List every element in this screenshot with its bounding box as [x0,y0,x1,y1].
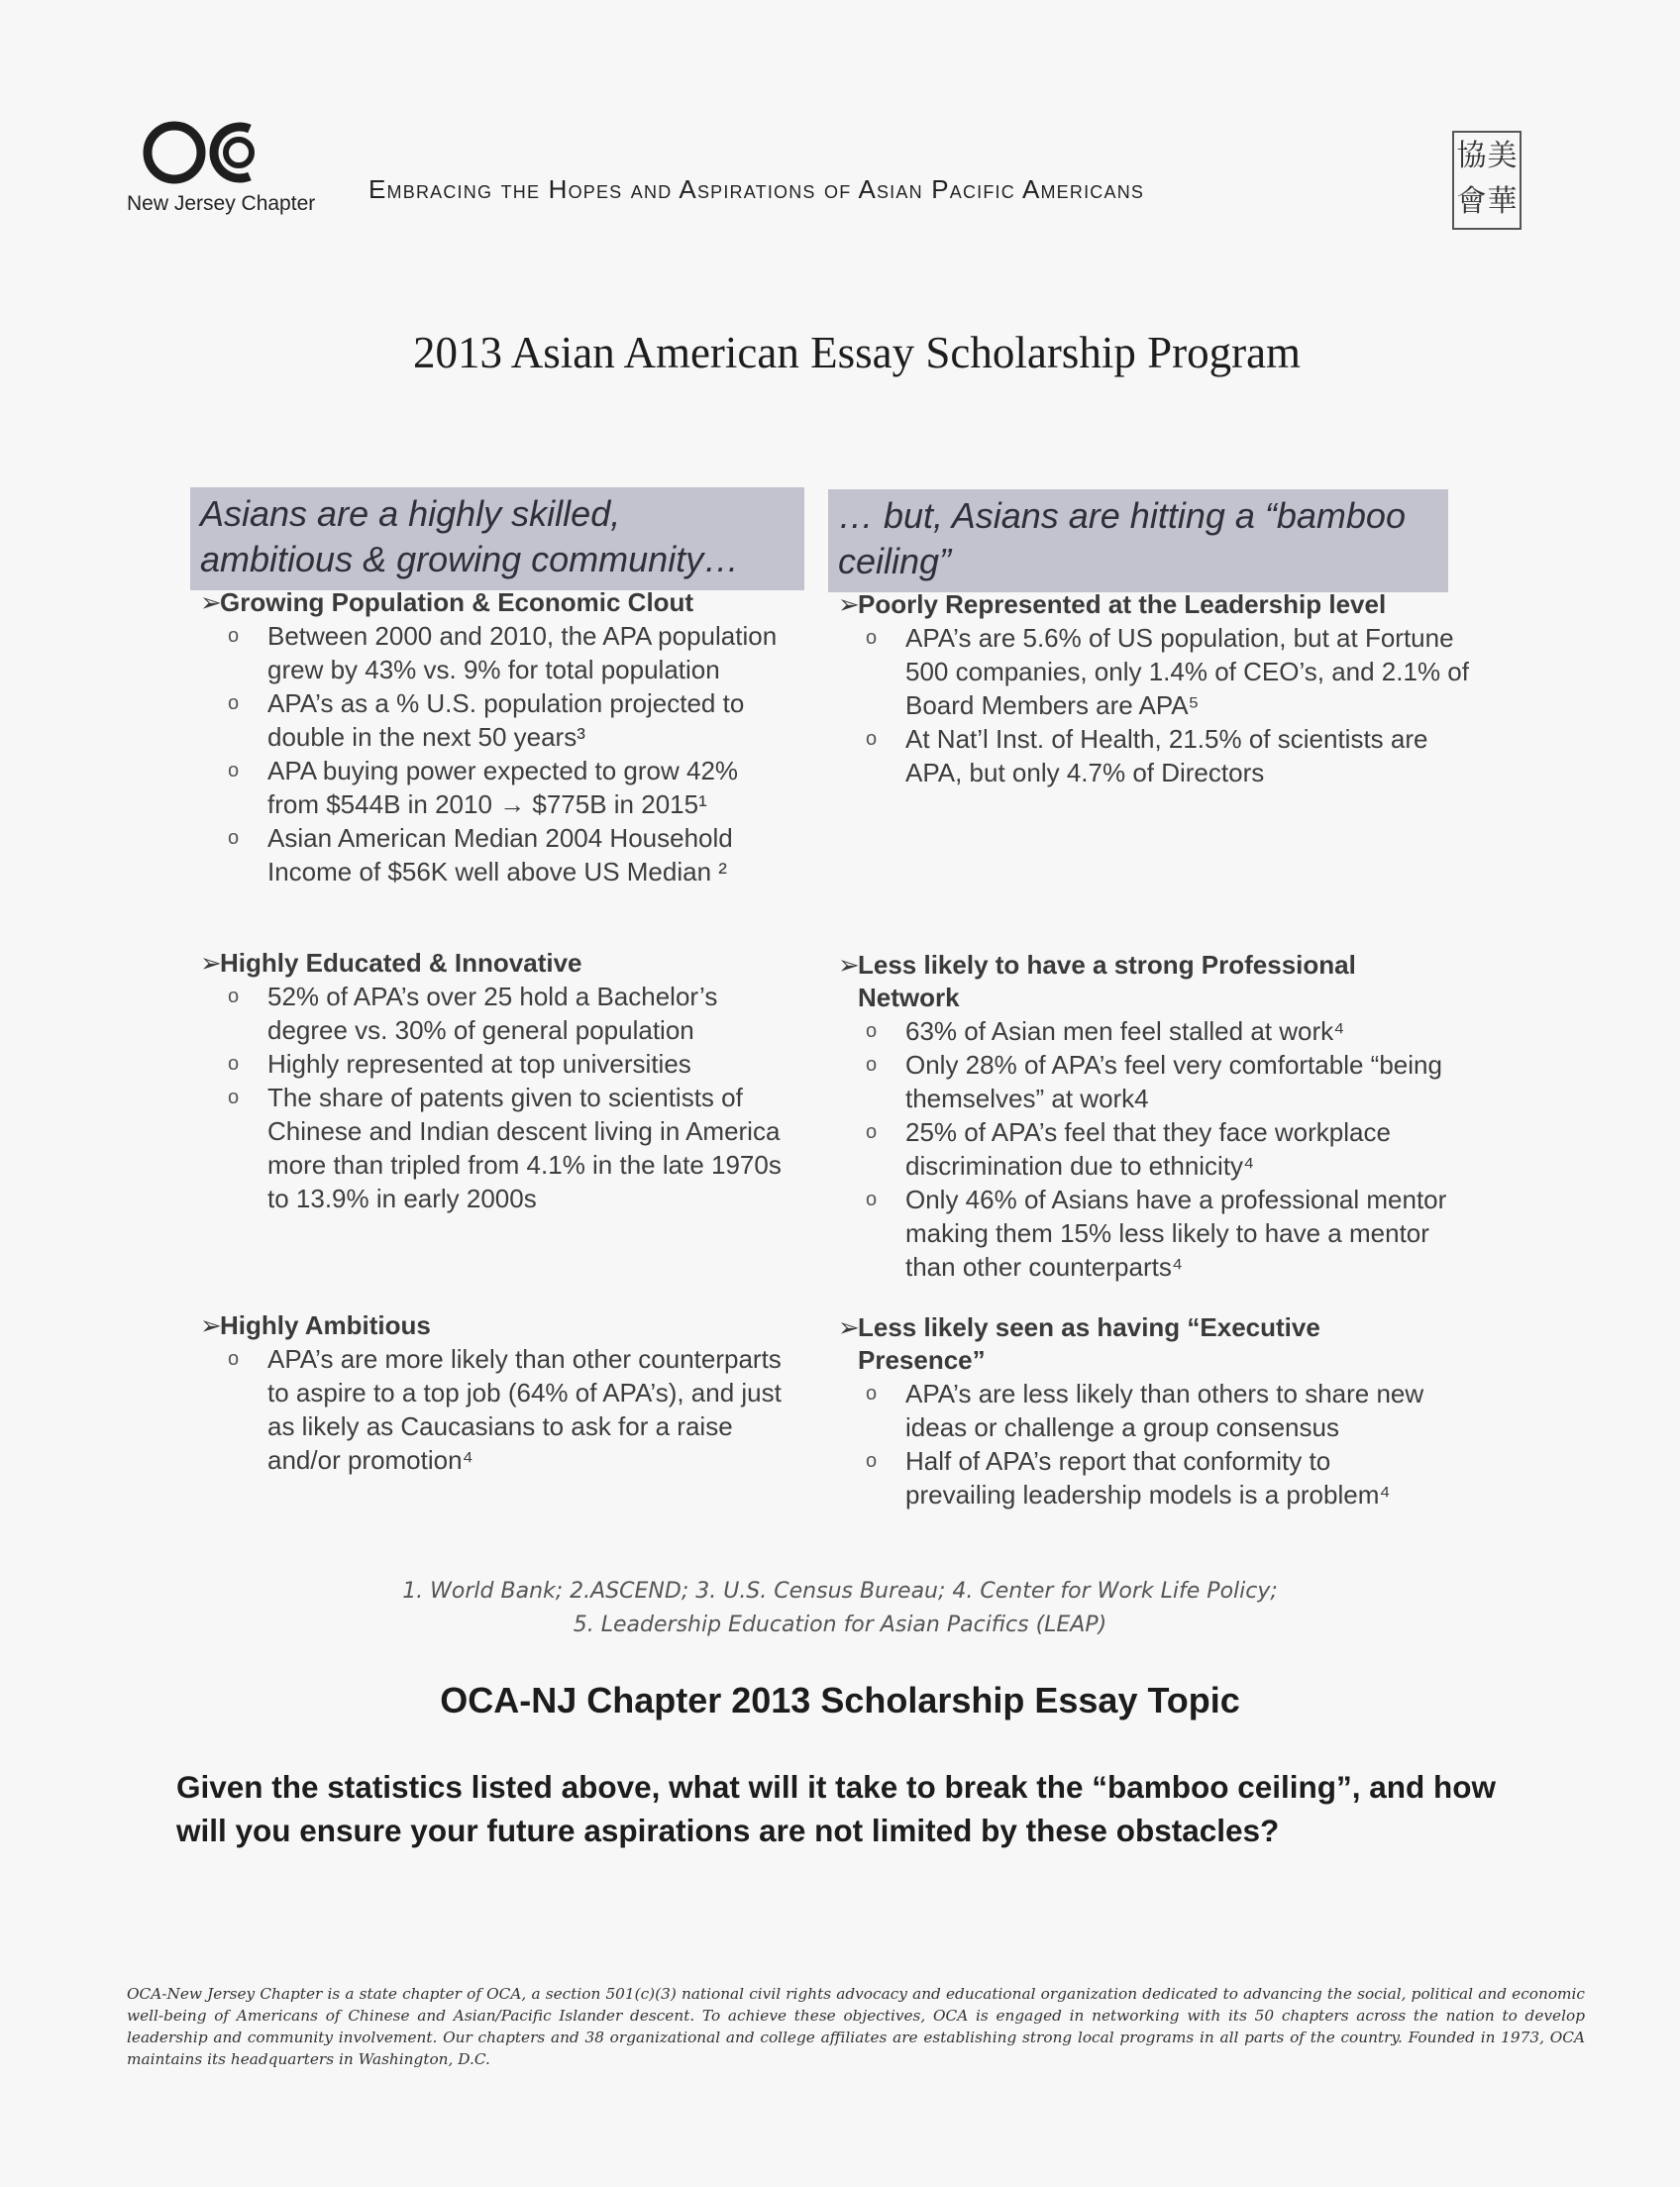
section-population [200,586,794,888]
list-item: o 52% of APA’s over 25 hold a Bachelor’s degree vs. 30% of general population [267,980,804,1047]
list-item: o APA’s as a % U.S. population projected to double in the next 50 years³ [267,686,794,754]
tagline: Embracing the Hopes and Aspirations of Asian Pacific Americans [368,174,1145,204]
arrow-bullet-icon: ➢ [200,587,222,617]
list-item: o APA’s are 5.6% of US population, but at Fortune 500 companies, only 1.4% of CEO’s, and 2.1% of Board Members are APA⁵ [905,621,1472,722]
section-leadership [838,588,1472,789]
section-heading: Highly Educated & Innovative [220,948,582,978]
list-item: o 63% of Asian men feel stalled at work⁴ [905,1014,1460,1048]
arrow-bullet-icon: ➢ [838,1312,860,1342]
essay-topic-heading: OCA-NJ Chapter 2013 Scholarship Essay Topic [440,1680,1240,1720]
list-item: o APA buying power expected to grow 42% from $544B in 2010 → $775B in 2015¹ [267,754,794,821]
section-educated [200,947,804,1215]
oca-logo [127,117,325,216]
arrow-bullet-icon: ➢ [200,1310,222,1340]
right-banner-line: ceiling” [838,541,952,581]
arrow-bullet-icon: ➢ [838,950,860,980]
list-item: o The share of patents given to scientists of Chinese and Indian descent living in America more than tripled from 4.1% in the late 1970s to 13.9% in early 2000s [267,1081,804,1215]
essay-question: Given the statistics listed above, what will it take to break the “bamboo ceiling”, and how will you ensure your future aspirations are not limited by these obstacles? [176,1769,1497,1848]
chinese-seal [1452,131,1522,230]
section-heading: Highly Ambitious [220,1310,431,1340]
list-item: o Highly represented at top universities [267,1047,804,1081]
list-item: o At Nat’l Inst. of Health, 21.5% of scientists are APA, but only 4.7% of Directors [905,722,1472,789]
arrow-bullet-icon: ➢ [200,948,222,978]
section-network [838,949,1472,1284]
list-item: o Only 46% of Asians have a professional mentor making them 15% less likely to have a mentor than other counterparts⁴ [905,1183,1460,1284]
list-item: o APA’s are less likely than others to share new ideas or challenge a group consensus [905,1377,1432,1444]
seal-char: 華 [1487,184,1518,219]
section-heading: Growing Population & Economic Clout [220,587,694,617]
right-banner-line: … but, Asians are hitting a “bamboo [838,495,1406,536]
list-item: o Between 2000 and 2010, the APA population grew by 43% vs. 9% for total population [267,619,794,686]
list-item: o APA’s are more likely than other counterparts to aspire to a top job (64% of APA’s), and just as likely as Caucasians to ask for a raise and/or promotion⁴ [267,1342,804,1477]
left-banner-line: ambitious & growing community… [200,539,740,579]
sources [0,1575,1680,1642]
list-item: o Half of APA’s report that conformity to prevailing leadership models is a problem⁴ [905,1444,1432,1511]
arrow-bullet-icon: ➢ [838,589,860,619]
page-title: 2013 Asian American Essay Scholarship Program [412,328,1302,377]
chapter-name: New Jersey Chapter [127,192,316,215]
section-heading: Poorly Represented at the Leadership level [858,589,1387,619]
sources-line: 1. World Bank; 2.ASCEND; 3. U.S. Census Bureau; 4. Center for Work Life Policy; [402,1579,1278,1604]
list-item: o Only 28% of APA’s feel very comfortable “being themselves” at work4 [905,1048,1460,1115]
list-item: o 25% of APA’s feel that they face workplace discrimination due to ethnicity⁴ [905,1115,1460,1183]
left-banner [190,487,804,590]
sources-line: 5. Leadership Education for Asian Pacifics (LEAP) [573,1613,1107,1637]
footer-note: OCA-New Jersey Chapter is a state chapter of OCA, a section 501(c)(3) national civil rights advocacy and educational organization dedicated to advancing the social, political and economic well-being of Americans of Chinese and Asian/Pacific Islander descent. To achieve these objectives, OCA is engaged in networking with its 50 chapters across the nation to develop leadership and community involvement. Our chapters and 38 organizational and college affiliates are establishing strong local programs in all parts of the country. Founded in 1973, OCA maintains its headquarters in Washington, D.C. [127,1985,1585,2068]
section-executive-presence [838,1311,1432,1511]
seal-char: 協 [1456,139,1487,173]
seal-char: 美 [1487,139,1518,173]
section-heading: Less likely seen as having “Executive Presence” [858,1312,1320,1375]
seal-char: 會 [1456,184,1487,219]
list-item: o Asian American Median 2004 Household Income of $56K well above US Median ² [267,821,794,888]
right-banner [828,489,1448,592]
section-ambitious [200,1309,804,1477]
oca-logo-icon [139,117,287,188]
left-banner-line: Asians are a highly skilled, [200,493,621,534]
logo-text: OCA [139,117,142,118]
section-heading: Less likely to have a strong Professional Network [858,950,1356,1012]
